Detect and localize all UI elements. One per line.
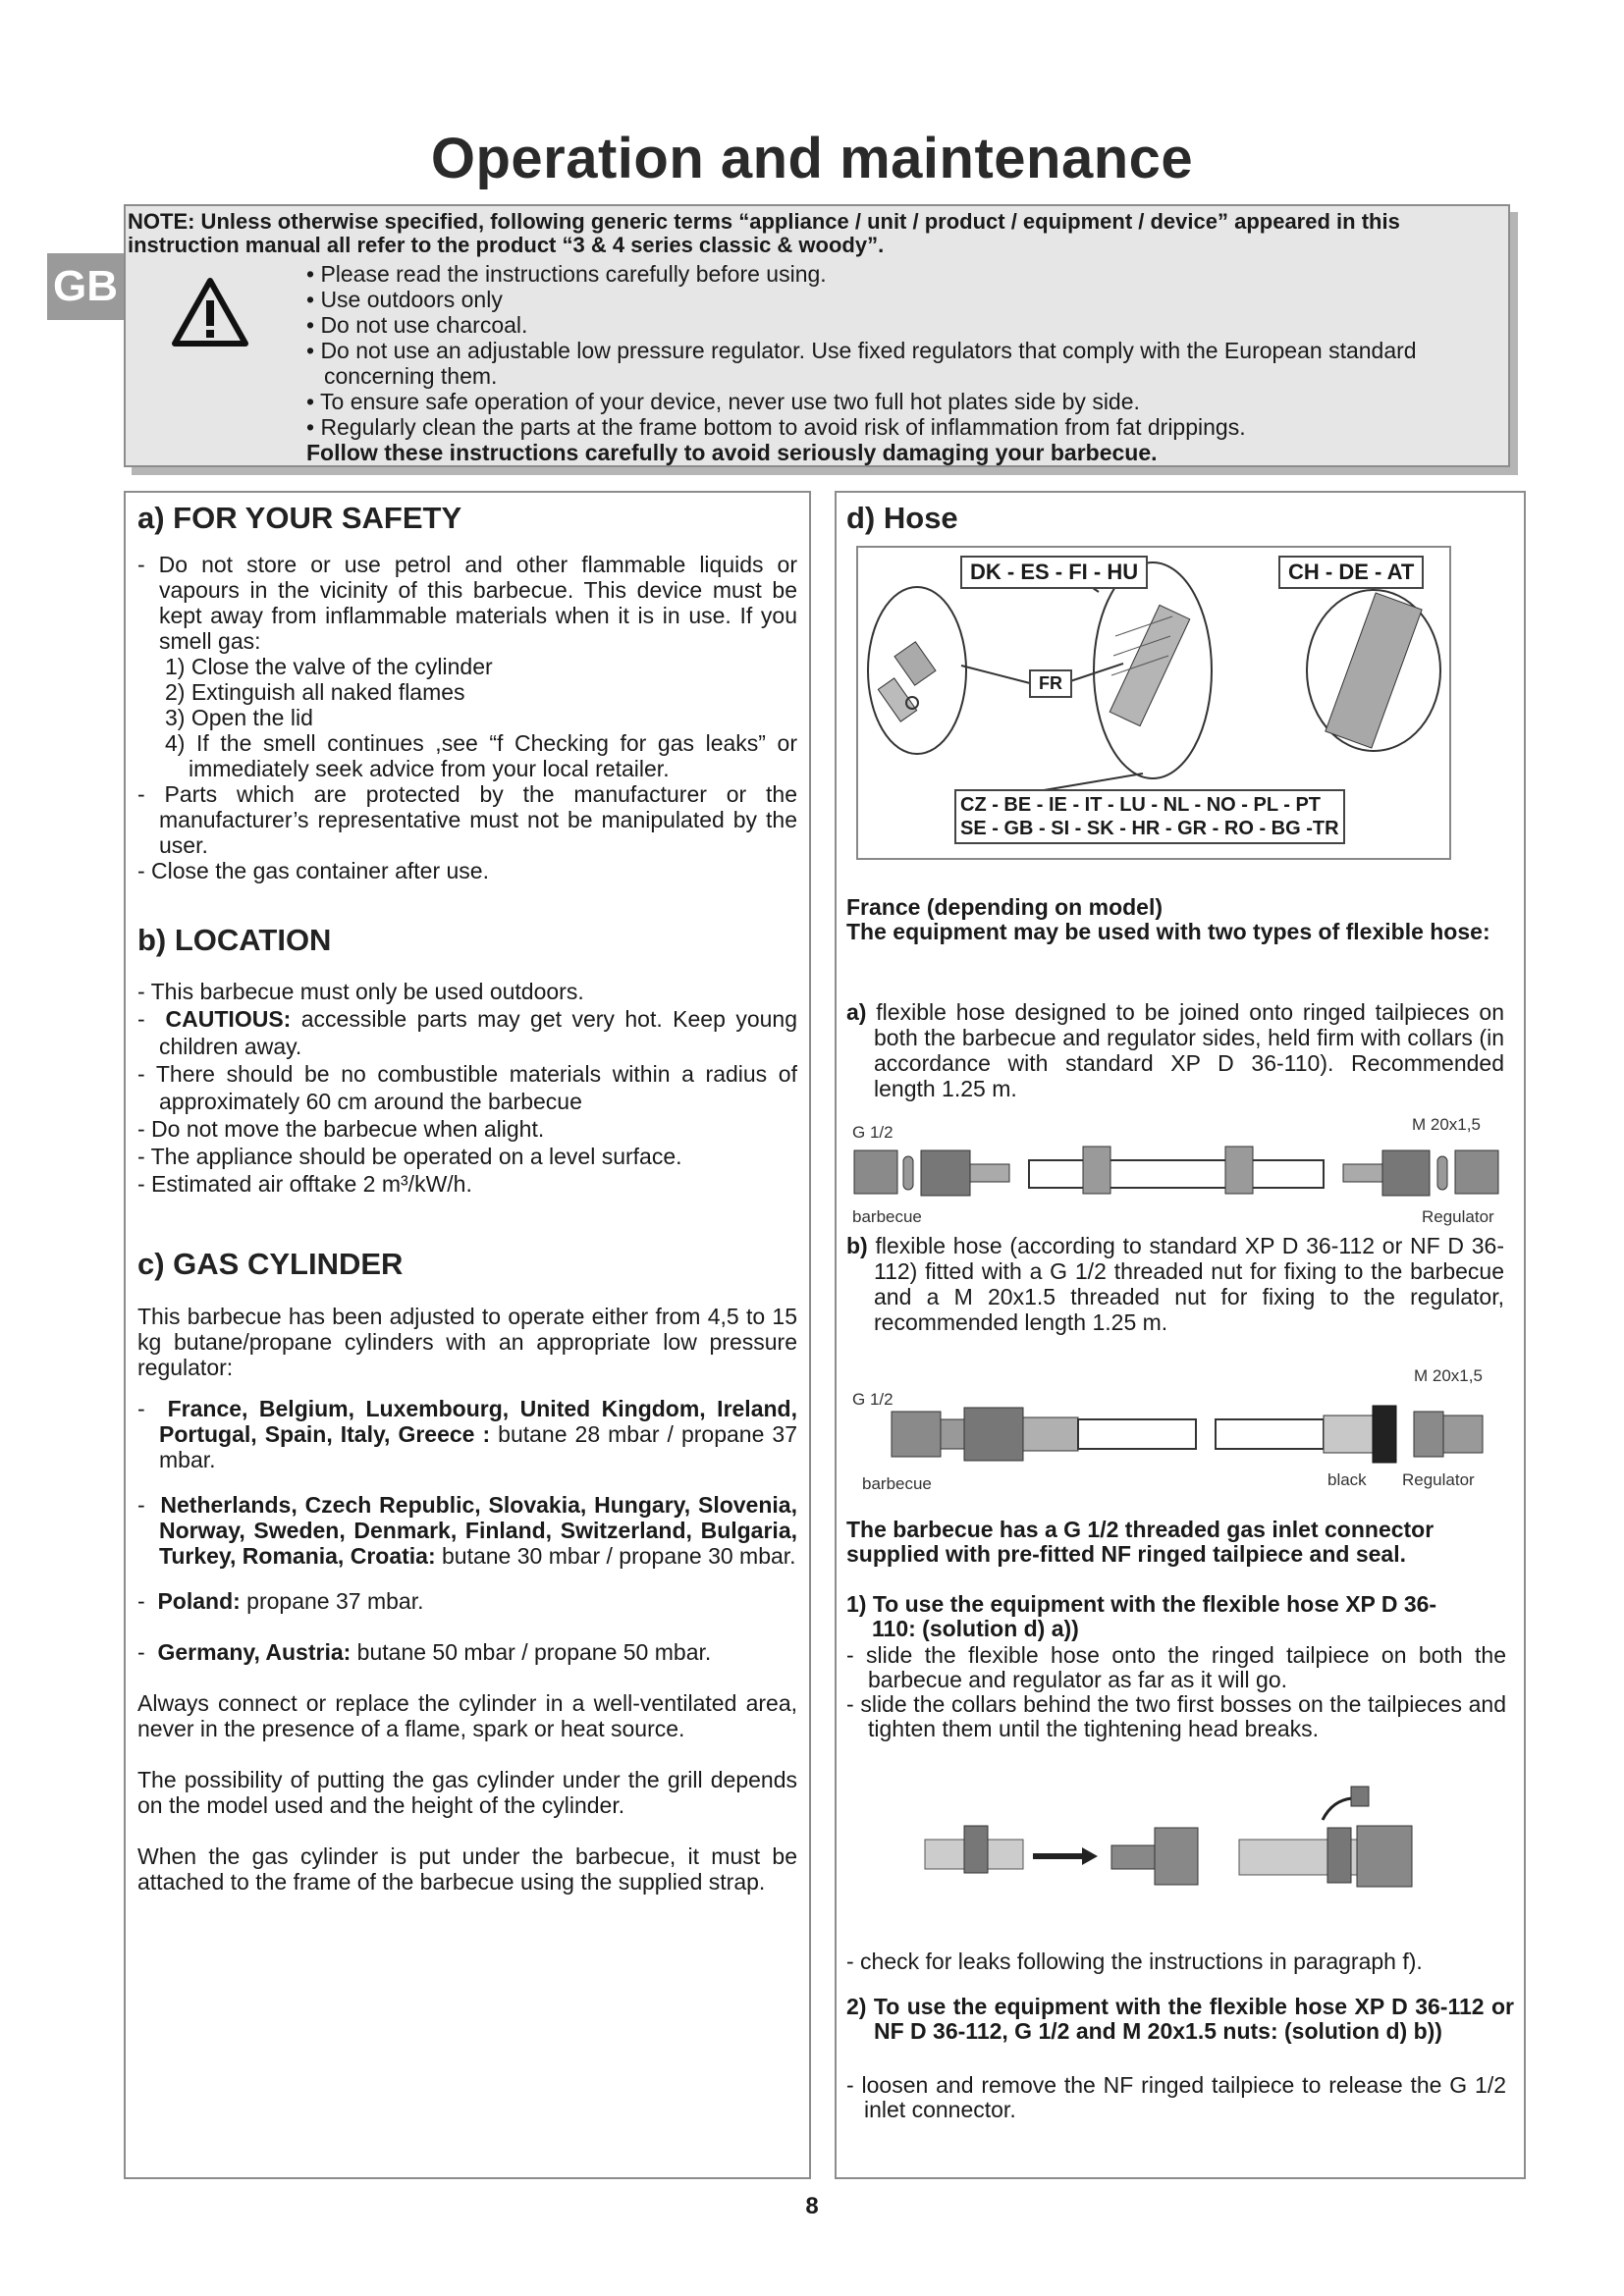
label-cz-line	[954, 789, 1345, 844]
location-item: - Do not move the barbecue when alight.	[137, 1116, 545, 1142]
hose-heading: d) Hose	[846, 501, 958, 535]
collar-fitting-illustration	[915, 1779, 1465, 1906]
label-cz-line2: SE - GB - SI - SK - HR - GR - RO - BG -TR	[960, 818, 1339, 839]
img2-regulator: Regulator	[1402, 1470, 1475, 1489]
img2-black: black	[1327, 1470, 1367, 1489]
gas-heading: c) GAS CYLINDER	[137, 1247, 404, 1281]
location-item: - The appliance should be operated on a level surface.	[137, 1144, 682, 1169]
solution-1-step: - slide the collars behind the two first bosses on the tailpieces and tighten them until the tightening head breaks.	[846, 1691, 1506, 1741]
solution-1-heading: 1) To use the equipment with the flexible hose XP D 36-110: (solution d) a))	[846, 1591, 1437, 1641]
gas-countries: Poland:	[157, 1588, 241, 1614]
img2-m20: M 20x1,5	[1414, 1366, 1483, 1385]
language-tab: GB	[47, 253, 124, 320]
gas-pressure: butane 30 mbar / propane 30 mbar.	[435, 1543, 796, 1569]
gas-paragraph: The possibility of putting the gas cylinder under the grill depends on the model used and the height of the cylinder.	[137, 1767, 797, 1818]
note-bullet: • Regularly clean the parts at the frame bottom to avoid risk of inflammation from fat drippings.	[306, 414, 1246, 440]
solution-1-step: - slide the flexible hose onto the ringed tailpiece on both the barbecue and regulator as far as it will go.	[846, 1642, 1506, 1692]
gas-paragraph: Always connect or replace the cylinder in a well-ventilated area, never in the presence of a flame, spark or heat source.	[137, 1690, 797, 1741]
hose-a-illustration	[852, 1109, 1506, 1227]
note-header-line1: NOTE: Unless otherwise specified, following generic terms “appliance / unit / product / equipment / device” appeared in this	[128, 209, 1400, 234]
note-header-line2: instruction manual all refer to the product “3 & 4 series classic & woody”.	[128, 233, 885, 257]
solution-2-heading: 2) To use the equipment with the flexible hose XP D 36-112 or NF D 36-112, G 1/2 and M 20x1.5 nuts: (solution d) b))	[846, 1994, 1514, 2044]
gas-pressure: butane 50 mbar / propane 50 mbar.	[351, 1639, 712, 1665]
safety-steps	[137, 654, 797, 781]
safety-paragraph: - Close the gas container after use.	[137, 858, 489, 883]
france-heading: France (depending on model)	[846, 894, 1164, 920]
label-ch-de-at: CH - DE - AT	[1278, 556, 1424, 589]
left-panel	[124, 491, 811, 2179]
note-bullet: • Do not use an adjustable low pressure regulator. Use fixed regulators that comply with the European standard concerning them.	[306, 338, 1417, 389]
page-title: Operation and maintenance	[430, 127, 1194, 190]
safety-step: 1) Close the valve of the cylinder	[165, 654, 493, 679]
safety-step: 2) Extinguish all naked flames	[165, 679, 465, 705]
label-dk-es-fi-hu: DK - ES - FI - HU	[960, 556, 1148, 589]
safety-step: 4) If the smell continues ,see “f Checking for gas leaks” or immediately seek advice from your local retailer.	[165, 730, 797, 781]
label-fr: FR	[1029, 669, 1072, 698]
gas-countries: Germany, Austria:	[157, 1639, 352, 1665]
hose-option-b-text: flexible hose (according to standard XP D 36-112 or NF D 36-112) fitted with a G 1/2 threaded nut for fixing to the barbecue and a M 20x1.5 threaded nut for fixing to the regulator, recommended length 1.25 m.	[874, 1233, 1504, 1335]
note-bullet: • Please read the instructions carefully before using.	[306, 261, 827, 287]
safety-heading: a) FOR YOUR SAFETY	[137, 501, 462, 535]
location-caution-text: accessible parts may get very hot. Keep young children away.	[159, 1006, 797, 1059]
warning-triangle-icon	[171, 277, 249, 347]
gas-country-item: - Poland: propane 37 mbar.	[137, 1588, 424, 1614]
note-box	[124, 204, 1510, 467]
gas-paragraph: When the gas cylinder is put under the barbecue, it must be attached to the frame of the barbecue using the supplied strap.	[137, 1843, 797, 1895]
page-number: 8	[805, 2193, 819, 2219]
location-item: - Estimated air offtake 2 m³/kW/h.	[137, 1171, 472, 1197]
gas-intro: This barbecue has been adjusted to operate either from 4,5 to 15 kg butane/propane cylinders with an appropriate low pressure regulator:	[137, 1304, 797, 1380]
img1-barbecue: barbecue	[852, 1207, 922, 1226]
location-item: - This barbecue must only be used outdoors.	[137, 979, 584, 1004]
hose-option-a-text: flexible hose designed to be joined onto ringed tailpieces on both the barbecue and regulator sides, held firm with collars (in accordance with standard XP D 36-110). Recommended length 1.25 m.	[874, 999, 1504, 1101]
check-leaks-step: - check for leaks following the instructions in paragraph f).	[846, 1949, 1423, 1974]
gas-pressure: propane 37 mbar.	[240, 1588, 424, 1614]
gas-countries: Netherlands, Czech Republic, Slovakia, Hungary, Slovenia, Norway, Sweden, Denmark, Finland, Switzerland, Bulgaria, Turkey, Romania, Croatia:	[159, 1492, 797, 1569]
note-bullet: • Use outdoors only	[306, 287, 503, 312]
france-subheading: The equipment may be used with two types of flexible hose:	[846, 919, 1490, 944]
safety-paragraph: - Parts which are protected by the manufacturer or the manufacturer’s representative must not be manipulated by the user.	[137, 781, 797, 858]
note-bullets	[306, 261, 1494, 465]
location-heading: b) LOCATION	[137, 923, 332, 957]
gas-country-item: - Germany, Austria: butane 50 mbar / propane 50 mbar.	[137, 1639, 712, 1665]
inlet-note: The barbecue has a G 1/2 threaded gas inlet connector supplied with pre-fitted NF ringed tailpiece and seal.	[846, 1517, 1435, 1567]
hose-regions-diagram	[856, 546, 1451, 860]
img1-regulator: Regulator	[1422, 1207, 1494, 1226]
safety-step: 3) Open the lid	[165, 705, 313, 730]
hose-b-illustration	[852, 1366, 1506, 1494]
gas-countries: France, Belgium, Luxembourg, United Kingdom, Ireland, Portugal, Spain, Italy, Greece :	[159, 1396, 797, 1447]
location-caution: CAUTIOUS:	[165, 1006, 292, 1032]
threaded-hose-icon	[852, 1402, 1506, 1470]
img2-g12: G 1/2	[852, 1390, 893, 1409]
hose-option-b-label: b)	[846, 1233, 868, 1258]
img1-m20: M 20x1,5	[1412, 1115, 1481, 1134]
location-item: - There should be no combustible materials within a radius of approximately 60 cm around the barbecue	[137, 1061, 797, 1114]
hose-option-a-label: a)	[846, 999, 867, 1025]
solution-2-step: - loosen and remove the NF ringed tailpiece to release the G 1/2 inlet connector.	[846, 2072, 1506, 2122]
collar-hose-icon	[852, 1143, 1506, 1205]
gas-country-item: - France, Belgium, Luxembourg, United Kingdom, Ireland, Portugal, Spain, Italy, Greece : butane 28 mbar / propane 37 mbar.	[137, 1396, 797, 1472]
gas-pressure: butane 28 mbar / propane 37 mbar.	[159, 1421, 797, 1472]
img1-g12: G 1/2	[852, 1123, 893, 1142]
location-item: - CAUTIOUS: accessible parts may get very hot. Keep young children away.	[137, 1006, 797, 1059]
hose-option-a	[846, 999, 1504, 1101]
note-final: Follow these instructions carefully to avoid seriously damaging your barbecue.	[306, 440, 1158, 465]
gas-country-item: - Netherlands, Czech Republic, Slovakia, Hungary, Slovenia, Norway, Sweden, Denmark, Finland, Switzerland, Bulgaria, Turkey, Romania, Croatia: butane 30 mbar / propane 30 mbar.	[137, 1492, 797, 1569]
label-cz-line1: CZ - BE - IE - IT - LU - NL - NO - PL - PT	[960, 794, 1322, 816]
note-bullet: • To ensure safe operation of your device, never use two full hot plates side by side.	[306, 389, 1140, 414]
note-header	[128, 210, 1502, 257]
img2-barbecue: barbecue	[862, 1474, 932, 1493]
hose-option-b	[846, 1233, 1504, 1335]
note-bullet: • Do not use charcoal.	[306, 312, 528, 338]
safety-paragraph: - Do not store or use petrol and other flammable liquids or vapours in the vicinity of this barbecue. This device must be kept away from inflammable materials when it is in use. If you smell gas:	[137, 552, 797, 654]
right-panel	[835, 491, 1526, 2179]
